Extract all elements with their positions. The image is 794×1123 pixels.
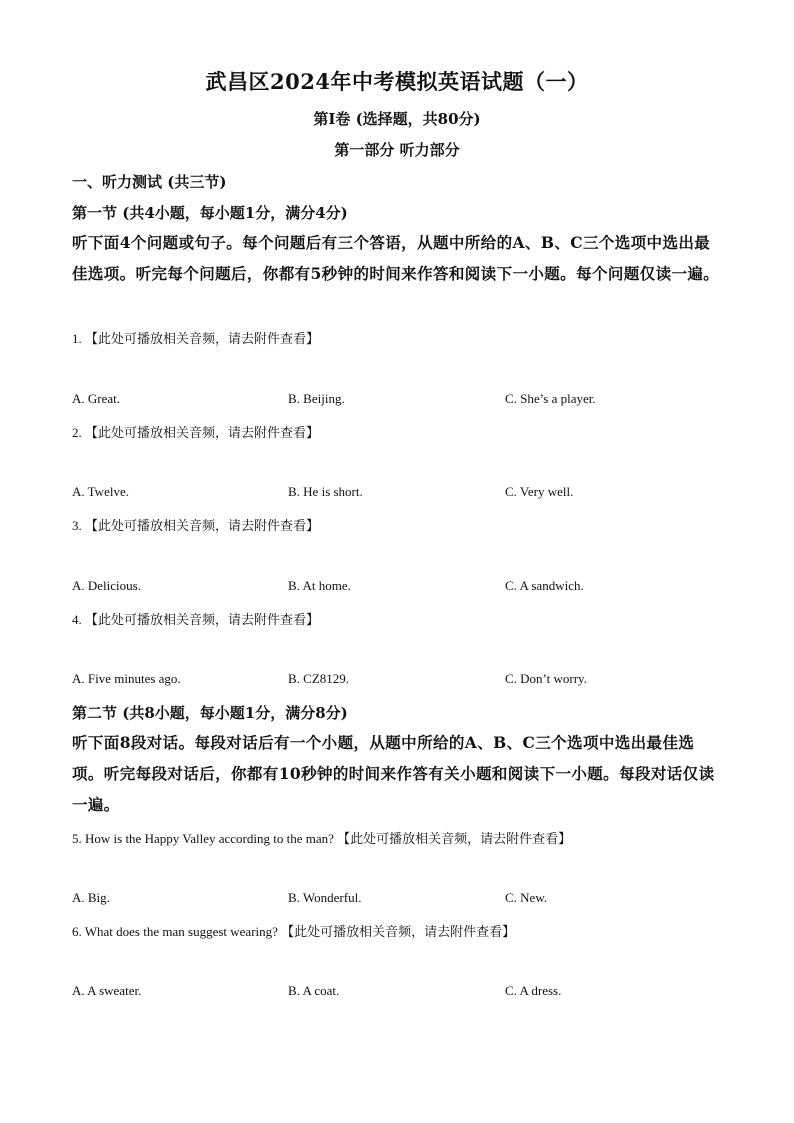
option-a[interactable]: A. Delicious. [72, 578, 141, 593]
volume-heading: 第Ⅰ卷 (选择题，共80分) [313, 110, 481, 128]
part-heading: 第一部分 听力部分 [334, 141, 460, 159]
option-a[interactable]: A. Great. [72, 391, 121, 406]
audio-placeholder[interactable]: 【此处可播放相关音频，请去附件查看】 [85, 332, 320, 347]
option-c[interactable]: C. New. [505, 890, 548, 905]
option-b[interactable]: B. Beijing. [288, 391, 345, 406]
audio-placeholder[interactable]: 【此处可播放相关音频，请去附件查看】 [85, 613, 320, 628]
question-stem: 3. [72, 518, 85, 533]
option-b[interactable]: B. CZ8129. [288, 671, 350, 686]
question-5 [72, 828, 571, 847]
option-c[interactable]: C. She’s a player. [505, 391, 596, 406]
question-stem: 2. [72, 425, 85, 440]
audio-placeholder[interactable]: 【此处可播放相关音频，请去附件查看】 [337, 832, 572, 847]
question-stem: 4. [72, 612, 85, 627]
question-2 [72, 422, 319, 441]
option-c[interactable]: C. A dress. [505, 983, 562, 998]
option-a[interactable]: A. Big. [72, 890, 110, 905]
subsection-2-heading: 第二节 (共8小题，每小题1分，满分8分) [72, 704, 348, 722]
audio-placeholder[interactable]: 【此处可播放相关音频，请去附件查看】 [281, 925, 516, 940]
option-a[interactable]: A. A sweater. [72, 983, 142, 998]
option-b[interactable]: B. Wonderful. [288, 890, 362, 905]
option-b[interactable]: B. A coat. [288, 983, 340, 998]
option-c[interactable]: C. Very well. [505, 484, 574, 499]
question-stem: 1. [72, 331, 85, 346]
subsection-1-heading: 第一节 (共4小题，每小题1分，满分4分) [72, 204, 348, 222]
section-heading: 一、听力测试 (共三节) [72, 173, 227, 191]
option-c[interactable]: C. Don’t worry. [505, 671, 587, 686]
question-stem: 5. How is the Happy Valley according to the man? [72, 831, 338, 846]
question-3 [72, 515, 319, 534]
question-stem: 6. What does the man suggest wearing? [72, 924, 282, 939]
question-4 [72, 609, 319, 628]
option-a[interactable]: A. Twelve. [72, 484, 129, 499]
option-a[interactable]: A. Five minutes ago. [72, 671, 181, 686]
audio-placeholder[interactable]: 【此处可播放相关音频，请去附件查看】 [85, 519, 320, 534]
option-b[interactable]: B. He is short. [288, 484, 363, 499]
question-1 [72, 328, 319, 347]
option-b[interactable]: B. At home. [288, 578, 351, 593]
exam-title: 武昌区2024年中考模拟英语试题（一） [205, 69, 589, 94]
option-c[interactable]: C. A sandwich. [505, 578, 584, 593]
question-6 [72, 921, 515, 940]
subsection-1-instruction: 听下面4个问题或句子。每个问题后有三个答语，从题中所给的A、B、C三个选项中选出最佳选项。听完每个问题后，你都有5秒钟的时间来作答和阅读下一小题。每个问题仅读一遍。 [72, 233, 720, 283]
subsection-2-instruction: 听下面8段对话。每段对话后有一个小题，从题中所给的A、B、C三个选项中选出最佳选项。听完每段对话后，你都有10秒钟的时间来作答有关小题和阅读下一小题。每段对话仅读一遍。 [72, 733, 715, 814]
audio-placeholder[interactable]: 【此处可播放相关音频，请去附件查看】 [85, 426, 320, 441]
